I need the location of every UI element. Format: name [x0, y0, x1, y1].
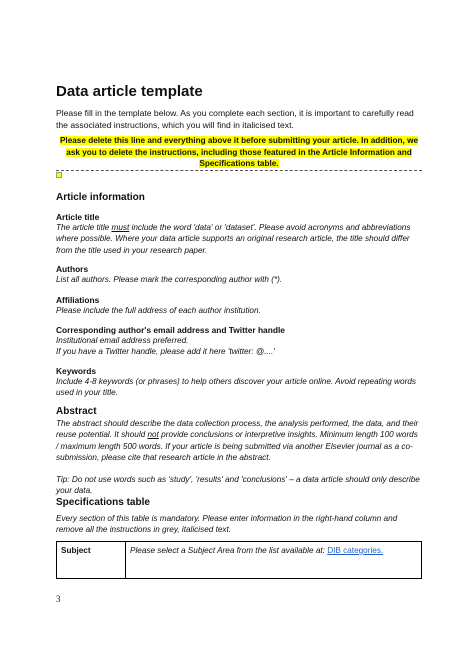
spec-label-subject: Subject: [57, 542, 126, 579]
abstract-tip: Tip: Do not use words such as 'study', 'results' and 'conclusions' – a data article should only describe your data.: [56, 475, 420, 496]
table-row: [57, 542, 422, 579]
instructions-corresponding-line1: Institutional email address preferred.: [56, 336, 189, 345]
instructions-article-title: [56, 222, 422, 256]
instructions-corresponding-line2: If you have a Twitter handle, please add it here 'twitter: @....': [56, 347, 275, 356]
abstract-text-before: The abstract should describe the data collection process, the analysis performed, the data, and their reuse potential. It should: [56, 419, 419, 440]
spec-value-subject-text: Please select a Subject Area from the list available at:: [130, 546, 328, 555]
section-heading-article-information: Article information: [56, 192, 145, 203]
specifications-table: [56, 541, 422, 579]
instructions-abstract: [56, 418, 422, 464]
highlight-note-text: Please delete this line and everything above it before submitting your article. In addition, we ask you to delete the instructions, including those featured in the Article Information and Specifications table.: [59, 136, 419, 168]
heading-article-title: Article title: [56, 212, 100, 222]
dib-categories-link[interactable]: DIB categories.: [327, 546, 384, 555]
heading-authors: Authors: [56, 264, 89, 274]
instructions-affiliations: Please include the full address of each author institution.: [56, 306, 261, 315]
article-title-must: must: [111, 223, 130, 232]
heading-keywords: Keywords: [56, 366, 97, 376]
highlight-marker: [56, 172, 62, 178]
article-title-text-before: The article title: [56, 223, 112, 232]
abstract-not: not: [147, 430, 159, 440]
instructions-keywords: Include 4-8 keywords (or phrases) to help others discover your article online. Avoid repeating words used in your title.: [56, 377, 416, 398]
instructions-authors: List all authors. Please mark the corresponding author with (*).: [56, 275, 283, 284]
abstract-text-after: provide conclusions or interpretive insights. Minimum length 100 words / maximum length 500 words. If your article is being submitted via another Elsevier journal as a co-submission, please cite that research article in the abstract.: [56, 430, 418, 463]
heading-specifications-table: Specifications table: [56, 497, 150, 508]
page-title: Data article template: [56, 83, 203, 100]
heading-abstract: Abstract: [56, 406, 97, 417]
instructions-specifications: Every section of this table is mandatory. Please enter information in the right-hand column and remove all the instructions in grey, italicised text.: [56, 514, 398, 535]
heading-corresponding-author: Corresponding author's email address and Twitter handle: [56, 325, 285, 335]
intro-paragraph: Please fill in the template below. As you complete each section, it is important to carefully read the associated instructions, which you will find in italicised text.: [56, 108, 414, 130]
spec-value-subject[interactable]: [126, 542, 422, 579]
highlight-note: [56, 135, 422, 170]
article-title-text-after: include the word 'data' or 'dataset'. Please avoid acronyms and abbreviations where possible. Where your data article supports an original research article, the title should differ from the title used in your research paper.: [56, 223, 411, 255]
page-number: 3: [56, 594, 61, 604]
heading-affiliations: Affiliations: [56, 295, 100, 305]
dashed-divider: [56, 170, 422, 171]
